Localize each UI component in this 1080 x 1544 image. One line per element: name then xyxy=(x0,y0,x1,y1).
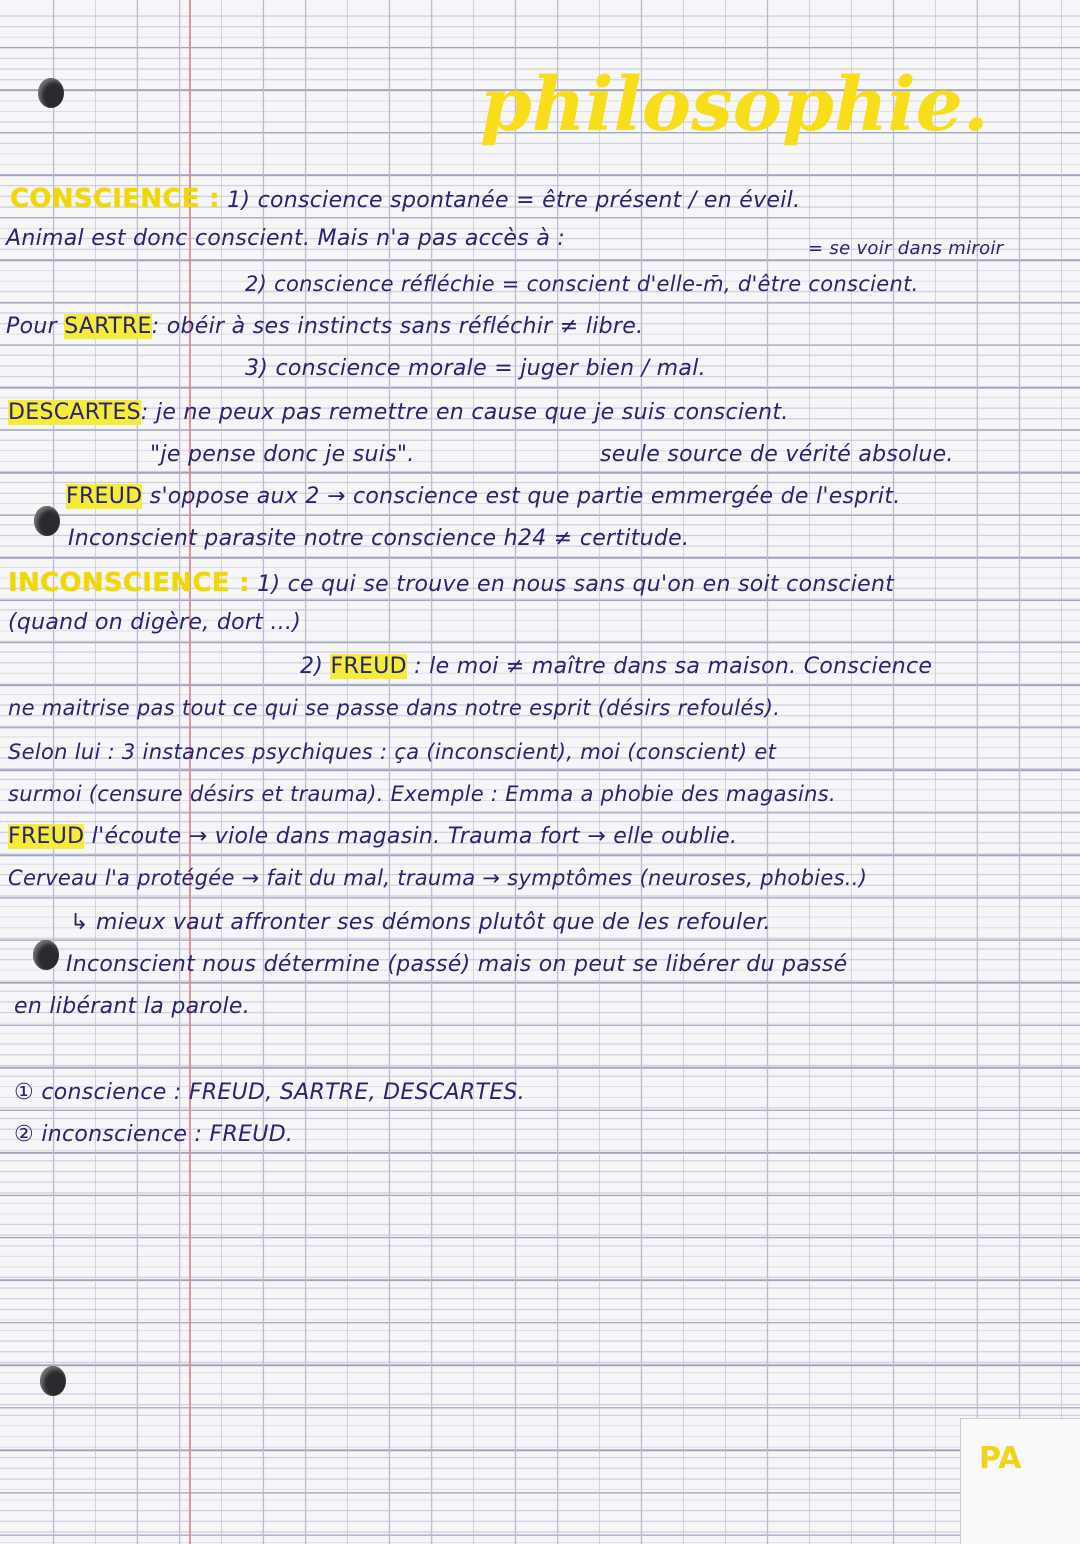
note-line: surmoi (censure désirs et trauma). Exemple : Emma a phobie des magasins. xyxy=(8,782,836,806)
note-line: Animal est donc conscient. Mais n'a pas accès à : xyxy=(6,226,566,251)
note-line xyxy=(6,314,643,339)
binder-hole xyxy=(40,1366,66,1396)
note-line xyxy=(10,184,800,214)
note-line: = se voir dans miroir xyxy=(808,238,1004,259)
section-heading: CONSCIENCE : xyxy=(10,184,220,214)
note-line: Selon lui : 3 instances psychiques : ça (inconscient), moi (conscient) et xyxy=(8,740,777,764)
line-text: Pour xyxy=(6,314,65,339)
note-line: Cerveau l'a protégée → fait du mal, trauma → symptômes (neuroses, phobies..) xyxy=(8,866,868,890)
line-text: 1) ce qui se trouve en nous sans qu'on en soit conscient xyxy=(249,572,895,597)
section-heading: INCONSCIENCE : xyxy=(8,568,250,598)
line-text: : le moi ≠ maître dans sa maison. Conscience xyxy=(406,654,933,679)
note-line: 2) conscience réfléchie = conscient d'elle-m̄, d'être conscient. xyxy=(245,272,919,296)
note-line: ne maitrise pas tout ce qui se passe dans notre esprit (désirs refoulés). xyxy=(8,696,781,720)
note-line xyxy=(300,654,932,679)
summary-line: ① conscience : FREUD, SARTRE, DESCARTES. xyxy=(14,1080,525,1105)
note-line: (quand on digère, dort ...) xyxy=(8,610,302,635)
note-line: seule source de vérité absolue. xyxy=(600,442,954,467)
note-line xyxy=(8,400,789,425)
stamp-initials: PA xyxy=(979,1441,1022,1476)
note-line: "je pense donc je suis". xyxy=(150,442,415,467)
author-name: DESCARTES xyxy=(8,400,141,425)
note-line: Inconscient nous détermine (passé) mais on peut se libérer du passé xyxy=(66,952,848,977)
binder-hole xyxy=(38,78,64,108)
page-corner-stamp xyxy=(960,1418,1080,1544)
note-line: en libérant la parole. xyxy=(14,994,251,1019)
line-text: 2) xyxy=(300,654,331,679)
line-text: s'oppose aux 2 → conscience est que partie emmergée de l'esprit. xyxy=(142,484,901,509)
line-text: 1) conscience spontanée = être présent / en éveil. xyxy=(219,188,801,213)
note-line xyxy=(8,824,737,849)
binder-hole xyxy=(33,940,59,970)
note-line xyxy=(8,568,894,598)
page-title: philosophie. xyxy=(480,62,989,148)
note-line: ↳ mieux vaut affronter ses démons plutôt que de les refouler. xyxy=(70,910,771,935)
note-line: 3) conscience morale = juger bien / mal. xyxy=(245,356,706,381)
author-name: FREUD xyxy=(66,484,143,509)
note-line xyxy=(66,484,901,509)
line-text: : je ne peux pas remettre en cause que je suis conscient. xyxy=(140,400,789,425)
author-name: FREUD xyxy=(330,654,407,679)
binder-hole xyxy=(34,506,60,536)
author-name: SARTRE xyxy=(64,314,152,339)
note-line: Inconscient parasite notre conscience h24 ≠ certitude. xyxy=(68,526,690,551)
line-text: l'écoute → viole dans magasin. Trauma fort → elle oublie. xyxy=(84,824,738,849)
summary-line: ② inconscience : FREUD. xyxy=(14,1122,294,1147)
line-text: : obéir à ses instincts sans réfléchir ≠ libre. xyxy=(151,314,644,339)
author-name: FREUD xyxy=(8,824,85,849)
